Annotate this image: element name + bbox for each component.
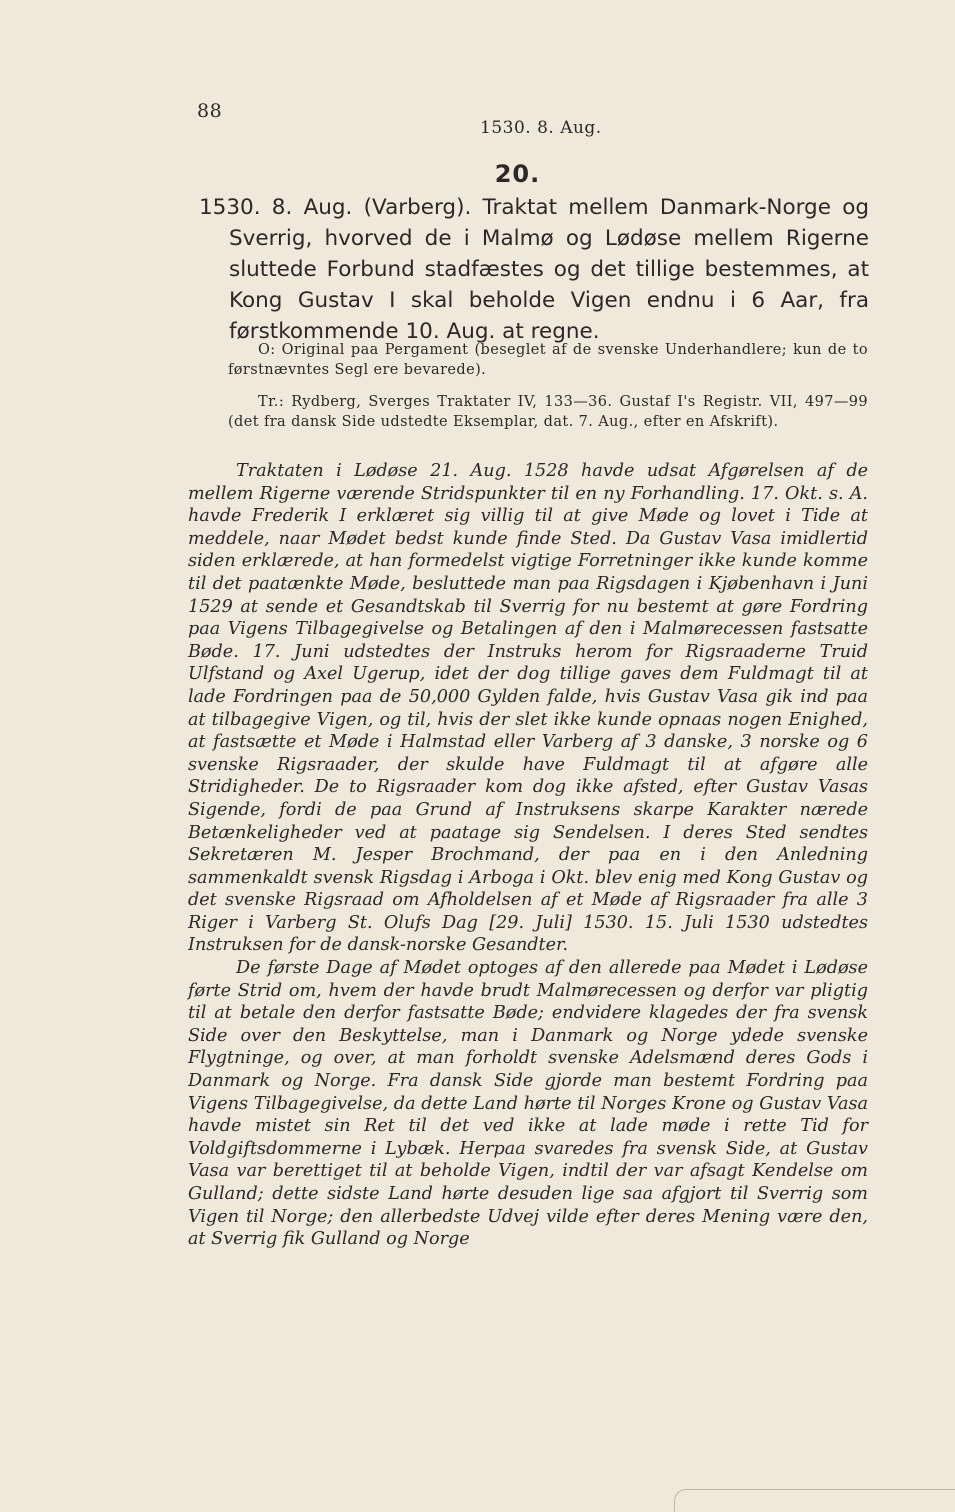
commentary — [188, 460, 868, 1251]
page-number: 88 — [197, 100, 223, 122]
document-summary: 1530. 8. Aug. (Varberg). Traktat mellem Danmark-Norge og Sverrig, hvorved de i Malmø og Lødøse mellem Rigerne sluttede Forbund stadfæstes og det tillige bestemmes, at Kong Gustav I skal beholde Vigen endnu i 6 Aar, fra førstkommende 10. Aug. at regne. — [199, 195, 869, 344]
source-print: Tr.: Rydberg, Sverges Traktater IV, 133—36. Gustaf I's Registr. VII, 497—99 (det fra dansk Side udstedte Eksemplar, dat. 7. Aug., efter en Afskrift). — [228, 394, 868, 430]
commentary-paragraph: Traktaten i Lødøse 21. Aug. 1528 havde udsat Afgørelsen af de mellem Rigerne værende Stridspunkter til en ny Forhandling. 17. Okt. s. A. havde Frederik I erklæret sig villig til at give Møde og lovet i Tide at meddele, naar Mødet bedst kunde finde Sted. Da Gustav Vasa imidlertid siden erklærede, at han formedelst vigtige Forretninger ikke kunde komme til det paatænkte Møde, besluttede man paa Rigsdagen i Kjøbenhavn i Juni 1529 at sende et Gesandtskab til Sverrig for nu bestemt at gøre Fordring paa Vigens Tilbagegivelse og Betalingen af den i Malmørecessen fastsatte Bøde. 17. Juni udstedtes der Instruks herom for Rigsraaderne Truid Ulfstand og Axel Ugerup, idet der dog tillige gaves dem Fuldmagt til at lade Fordringen paa de 50,000 Gylden falde, hvis Gustav Vasa gik ind paa at tilbagegive Vigen, og til, hvis der slet ikke kunde opnaas nogen Enighed, at fastsætte et Møde i Halmstad eller Varberg af 3 danske, 3 norske og 6 svenske Rigsraader, der skulde have Fuldmagt til at afgøre alle Stridigheder. De to Rigsraader kom dog ikke afsted, efter Gustav Vasas Sigende, fordi de paa Grund af Instruksens skarpe Karakter nærede Betænkeligheder ved at paatage sig Sendelsen. I deres Sted sendtes Sekretæren M. Jesper Brochmand, der paa en i den Anledning sammenkaldt svensk Rigsdag i Arboga i Okt. blev enig med Kong Gustav og det svenske Rigsraad om Afholdelsen af et Møde af Rigsraader fra alle 3 Riger i Varberg St. Olufs Dag [29. Juli] 1530. 15. Juli 1530 udstedtes Instruksen for de dansk-norske Gesandter. — [188, 461, 868, 956]
running-head: 1530. 8. Aug. — [480, 118, 602, 138]
page-corner-mark — [674, 1489, 955, 1512]
commentary-paragraph: De første Dage af Mødet optoges af den allerede paa Mødet i Lødøse førte Strid om, hvem der havde brudt Malmørecessen og derfor var pligtig til at betale den derfor fastsatte Bøde; endvidere klagedes der fra svensk Side over den Beskyttelse, man i Danmark og Norge ydede svenske Flygtninge, og over, at man forholdt svenske Adelsmænd deres Gods i Danmark og Norge. Fra dansk Side gjorde man bestemt Fordring paa Vigens Tilbagegivelse, da dette Land hørte til Norges Krone og Gustav Vasa havde mistet sin Ret til det ved ikke at lade møde i rette Tid for Voldgiftsdommerne i Lybæk. Herpaa svaredes fra svensk Side, at Gustav Vasa var berettiget til at beholde Vigen, indtil der var afsagt Kendelse om Gulland; dette sidste Land hørte desuden lige saa afgjort til Sverrig som Vigen til Norge; den allerbedste Udvej vilde efter deres Mening være den, at Sverrig fik Gulland og Norge — [188, 958, 868, 1250]
source-notes — [228, 340, 868, 444]
source-original: O: Original paa Pergament (beseglet af de svenske Underhandlere; kun de to førstnævntes Segl ere bevarede). — [228, 342, 868, 378]
document-number: 20. — [494, 160, 541, 188]
